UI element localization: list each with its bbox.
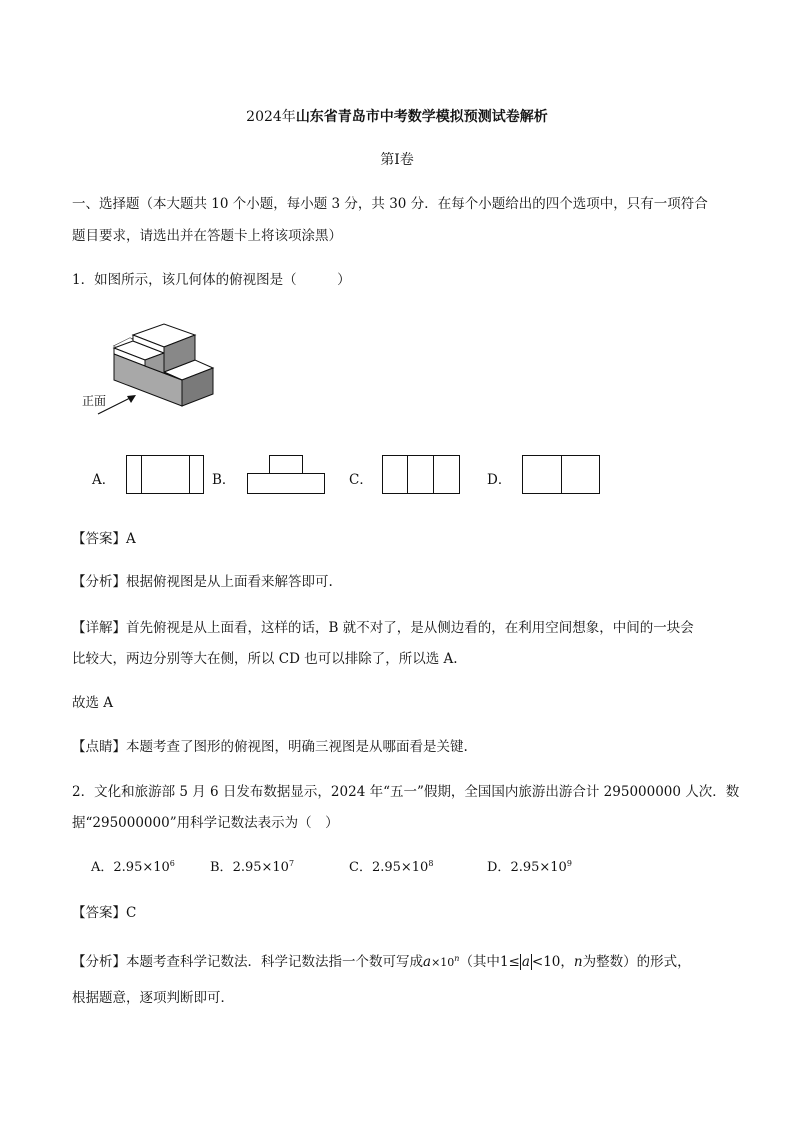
q2-analysis-text-c: 为整数）的形式， xyxy=(582,954,691,970)
q2-analysis-line2: 根据题意，逐项判断即可． xyxy=(72,990,234,1006)
q1-option-b-figure-base xyxy=(247,473,325,494)
q2-answer: 【答案】C xyxy=(72,905,137,921)
q2-option-c-exp: 8 xyxy=(428,859,434,868)
q2-option-d xyxy=(487,856,572,875)
q1-detail-line2: 比较大，两边分别等大在侧，所以 CD 也可以排除了，所以选 A. xyxy=(72,651,458,667)
q2-option-d-value: 2.95×10 xyxy=(510,860,567,875)
q1-option-c-label: C． xyxy=(349,472,373,488)
q2-cond-1: 1≤ xyxy=(499,954,520,970)
q2-option-c xyxy=(349,856,433,875)
q2-option-b-exp: 7 xyxy=(288,859,295,868)
q1-option-d-line-1 xyxy=(561,456,562,493)
title-year: 2024年 xyxy=(246,109,296,125)
q2-analysis-line1 xyxy=(72,950,691,970)
q1-option-c-line-2 xyxy=(433,456,434,493)
q1-option-a-label: A． xyxy=(92,472,116,488)
q2-option-b-value: 2.95×10 xyxy=(232,860,289,875)
q2-n: n xyxy=(573,954,583,970)
q1-conclusion: 故选 A xyxy=(72,695,114,711)
q2-formula-a: a xyxy=(423,954,432,970)
q1-option-a-figure xyxy=(126,455,204,494)
page-title xyxy=(0,106,794,126)
q2-option-d-label: D． xyxy=(487,860,511,875)
front-view-label: 正面 xyxy=(82,394,107,408)
q2-cond-2: <10， xyxy=(531,954,574,970)
q1-option-a-line-1 xyxy=(141,456,142,493)
q2-option-b-label: B． xyxy=(210,860,233,875)
q2-analysis-text-b: （其中 xyxy=(459,954,500,970)
q1-option-d-figure xyxy=(522,455,600,494)
q2-stem-line2: 据“295000000”用科学记数法表示为（ ） xyxy=(72,815,339,831)
section-heading-line1: 一、选择题（本大题共 10 个小题，每小题 3 分，共 30 分．在每个小题给出的四个选项中，只有一项符合 xyxy=(72,196,708,212)
q1-detail-line1: 【详解】首先俯视是从上面看，这样的话，B 就不对了，是从侧边看的，在利用空间想象，中间的一块会 xyxy=(72,620,694,636)
q2-option-a-exp: 6 xyxy=(169,859,175,868)
q2-option-a-value: 2.95×10 xyxy=(113,860,170,875)
q1-option-b-figure-top xyxy=(269,455,303,474)
q1-stem: 1．如图所示，该几何体的俯视图是（ ） xyxy=(72,272,351,288)
q2-formula-n: n xyxy=(454,954,460,963)
q2-analysis-text-a: 【分析】本题考查科学记数法．科学记数法指一个数可写成 xyxy=(72,954,423,970)
q2-option-a-label: A． xyxy=(91,860,114,875)
title-main: 山东省青岛市中考数学模拟预测试卷解析 xyxy=(295,109,548,125)
q1-option-c-line-1 xyxy=(407,456,408,493)
volume-label: 第Ⅰ卷 xyxy=(380,152,414,168)
q2-option-a xyxy=(91,856,175,875)
q2-stem-line1: 2．文化和旅游部 5 月 6 日发布数据显示，2024 年“五一”假期，全国国内旅游出游合计 295000000 人次．数 xyxy=(72,784,740,800)
q1-option-a-line-2 xyxy=(189,456,190,493)
q1-option-d-label: D． xyxy=(487,472,512,488)
q1-comment: 【点睛】本题考查了图形的俯视图，明确三视图是从哪面看是关键. xyxy=(72,739,468,755)
q2-formula-times: ×10 xyxy=(431,956,455,969)
q2-cond-abs-a: a xyxy=(521,954,530,970)
q2-option-c-value: 2.95×10 xyxy=(371,860,429,875)
q1-option-b-label: B． xyxy=(212,472,236,488)
q1-analysis: 【分析】根据俯视图是从上面看来解答即可. xyxy=(72,574,333,590)
q2-option-c-label: C． xyxy=(349,860,372,875)
q1-answer: 【答案】A xyxy=(72,531,136,547)
q2-option-d-exp: 9 xyxy=(566,859,572,868)
q1-option-c-figure xyxy=(382,455,460,494)
q2-option-b xyxy=(210,856,294,875)
section-heading-line2: 题目要求，请选出并在答题卡上将该项涂黑） xyxy=(72,228,342,244)
